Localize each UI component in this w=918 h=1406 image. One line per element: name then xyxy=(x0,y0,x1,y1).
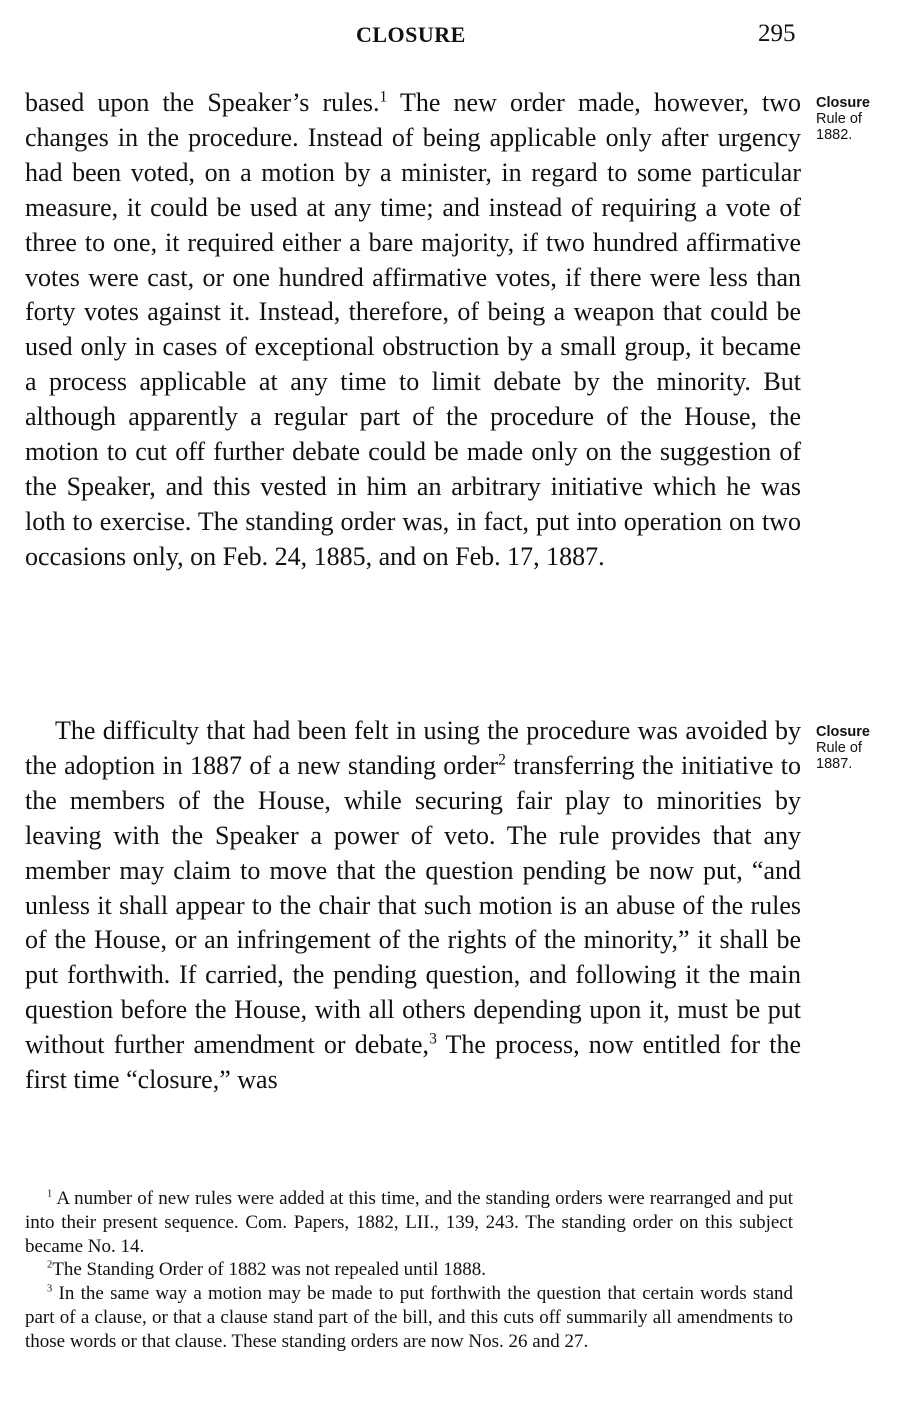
paragraph-1-text-b: The new order made, however, two changes in the procedure. Instead of being applicable only after urgency had been voted, on a motion by a minister, in regard to some particular measure, it could be used at any time; and instead of requiring a vote of three to one, it required either a bare majority, if two hundred affirmative votes were cast, or one hundred affirmative votes, if there were less than forty votes against it. Instead, therefore, of being a weapon that could be used only in cases of exceptional obstruction by a small group, it became a process applicable at any time to limit debate by the minority. But although apparently a regular part of the procedure of the House, the motion to cut off further debate could be made only on the suggestion of the Speaker, and this vested in him an arbitrary initiative which he was loth to exercise. The standing order was, in fact, put into operation on two occasions only, on Feb. 24, 1885, and on Feb. 17, 1887. xyxy=(25,88,801,571)
margin-note-1-head: Closure xyxy=(816,95,870,111)
paragraph-1-text-a: based upon the Speaker’s rules. xyxy=(25,88,380,117)
page-title: CLOSURE xyxy=(356,22,466,47)
footnote-2-mark: 2 xyxy=(47,1260,53,1272)
body-paragraph-2 xyxy=(25,714,801,1098)
footnote-1 xyxy=(25,1187,793,1258)
footnote-1-mark: 1 xyxy=(47,1188,53,1200)
footnote-3-text: In the same way a motion may be made to put forthwith the question that certain words stand part of a clause, or that a clause stand part of the bill, and this cuts off summarily all amendments to those words or that clause. These standing orders are now Nos. 26 and 27. xyxy=(25,1283,794,1352)
footnote-2-text: The Standing Order of 1882 was not repealed until 1888. xyxy=(52,1259,486,1281)
footnote-ref-1: 1 xyxy=(379,88,388,106)
body-paragraph-1 xyxy=(25,86,801,575)
margin-note-2-text: Rule of 1887. xyxy=(816,740,862,772)
margin-note-2-head: Closure xyxy=(816,724,870,740)
paragraph-2-text-c: The process, now entitled for the first time “closure,” was xyxy=(25,1030,801,1095)
footnote-1-text: A number of new rules were added at this time, and the standing orders were rearranged and put into their present sequence. Com. Papers, 1882, LII., 139, 243. The standing order on this subject became No. 14. xyxy=(25,1188,793,1257)
footnote-3 xyxy=(25,1282,793,1353)
page-number: 295 xyxy=(758,20,796,47)
footnote-3-mark: 3 xyxy=(47,1283,53,1295)
footnotes xyxy=(25,1187,793,1354)
paragraph-2-text-a: The difficulty that had been felt in using the procedure was avoided by the adoption in 1887 of a new standing order xyxy=(25,716,801,780)
margin-note-1887 xyxy=(816,724,896,772)
paragraph-2-text-b: transferring the initiative to the members of the House, while securing fair play to minorities by leaving with the Speaker a power of veto. The rule provides that any member may claim to move that the question pending be now put, “and unless it shall appear to the chair that such motion is an abuse of the rules of the House, or an infringement of the rights of the minority,” it shall be put forthwith. If carried, the pending question, and following it the main question before the House, with all others depending upon it, must be put without further amendment or debate, xyxy=(25,750,802,1060)
footnote-2 xyxy=(25,1258,793,1282)
margin-note-1-text: Rule of 1882. xyxy=(816,111,862,143)
margin-note-1882 xyxy=(816,95,896,143)
footnote-ref-2: 2 xyxy=(498,751,506,769)
footnote-ref-3: 3 xyxy=(429,1030,437,1048)
